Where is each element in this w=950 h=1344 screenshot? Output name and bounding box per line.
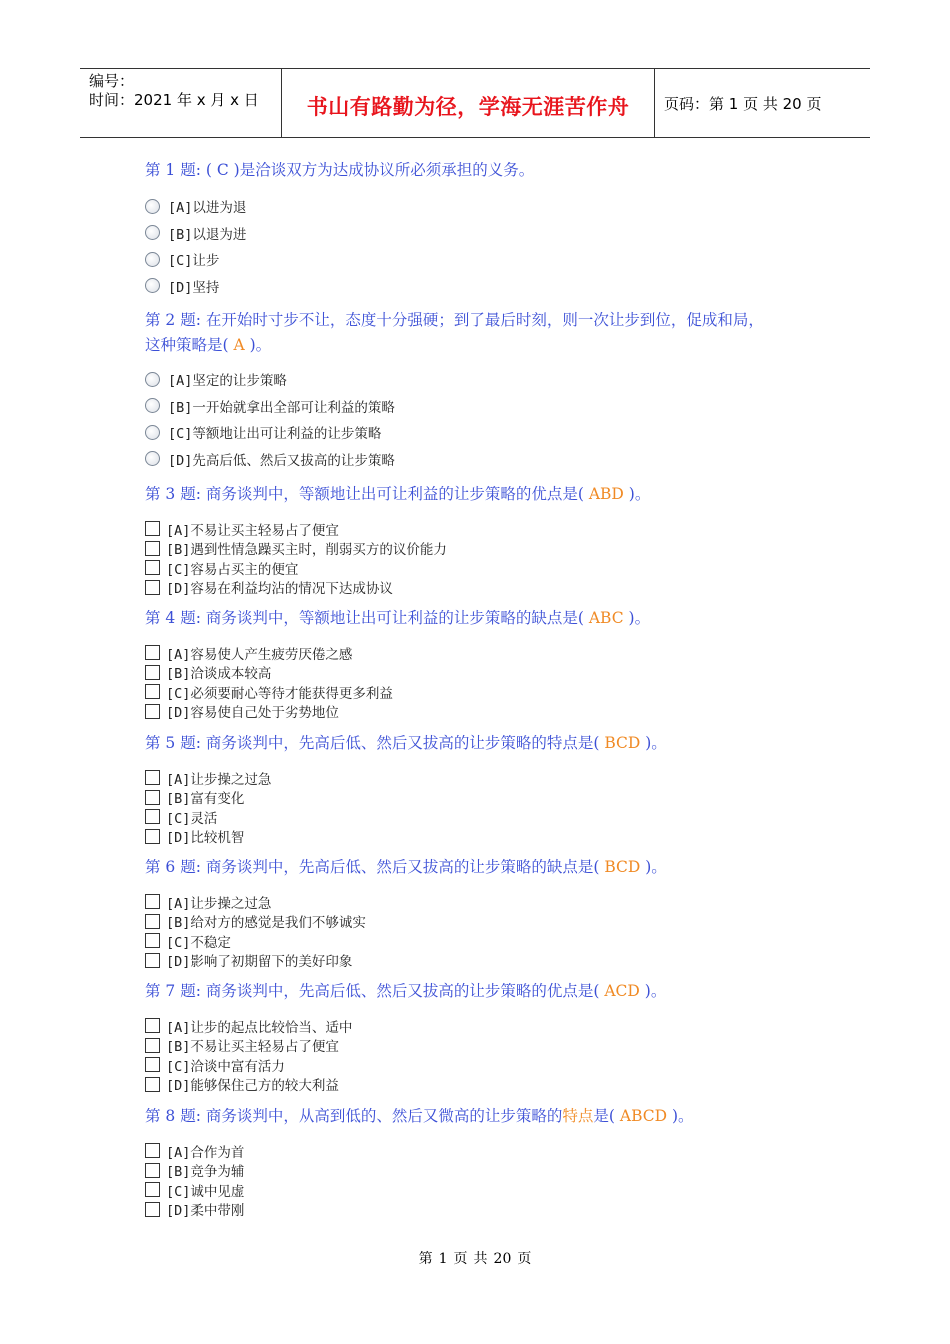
header-meta-cell: [80, 69, 282, 137]
question-mid: 是(: [593, 1107, 615, 1125]
option-a[interactable]: [145, 519, 845, 539]
question-text: [145, 855, 845, 880]
number-label: 编号：: [89, 72, 135, 90]
footer-page-number: 1: [438, 1251, 448, 1267]
question-prefix: 第 5 题: 商务谈判中，先高后低、然后又拔高的让步策略的特点是(: [145, 734, 600, 752]
question-text: [145, 158, 845, 183]
option-label: [C]诚中见虚: [166, 1183, 245, 1200]
option-label: [D]容易在利益均沾的情况下达成协议: [166, 581, 393, 598]
footer-total-unit: 页: [517, 1251, 532, 1267]
option-c[interactable]: [145, 1055, 845, 1075]
option-label: [A]让步的起点比较恰当、适中: [166, 1019, 353, 1036]
option-label: [C]容易占买主的便宜: [166, 561, 299, 578]
option-c[interactable]: [145, 807, 845, 827]
question-answer: BCD: [599, 858, 646, 876]
option-label: [D]容易使自己处于劣势地位: [166, 705, 339, 722]
checkbox[interactable]: [145, 1182, 160, 1197]
question-suffix: 是洽谈双方为达成协议所必须承担的义务。: [239, 161, 535, 179]
radio-button[interactable]: [145, 425, 160, 440]
checkbox[interactable]: [145, 1077, 160, 1092]
question-5: [145, 731, 845, 846]
option-label: [B]以退为进: [168, 226, 247, 243]
checkbox[interactable]: [145, 1057, 160, 1072]
question-line-2: [145, 333, 845, 358]
option-label: [A]以进为退: [168, 200, 247, 217]
radio-button[interactable]: [145, 398, 160, 413]
option-c[interactable]: [145, 246, 845, 273]
option-label: [A]让步操之过急: [166, 895, 272, 912]
footer-page-word: 第: [418, 1251, 433, 1267]
option-d[interactable]: [145, 1200, 845, 1220]
option-b[interactable]: [145, 1036, 845, 1056]
question-answer: ( C ): [205, 161, 240, 179]
option-c[interactable]: [145, 419, 845, 446]
checkbox[interactable]: [145, 1018, 160, 1033]
option-b[interactable]: [145, 788, 845, 808]
option-c[interactable]: [145, 931, 845, 951]
option-a[interactable]: [145, 1016, 845, 1036]
option-label: [B]洽谈成本较高: [166, 666, 272, 683]
option-d[interactable]: [145, 702, 845, 722]
question-answer: ABD: [583, 485, 629, 503]
radio-button[interactable]: [145, 225, 160, 240]
option-label: [D]比较机智: [166, 830, 245, 847]
checkbox[interactable]: [145, 933, 160, 948]
checkbox[interactable]: [145, 645, 160, 660]
page-footer: [0, 1248, 950, 1268]
question-prefix: 第 3 题: 商务谈判中，等额地让出可让利益的让步策略的优点是(: [145, 485, 584, 503]
options-list: [145, 643, 845, 721]
option-label: [B]竞争为辅: [166, 1164, 245, 1181]
option-label: [B]一开始就拿出全部可让利益的策略: [168, 399, 395, 416]
options-list: [145, 1016, 845, 1094]
option-label: [A]不易让买主轻易占了便宜: [166, 522, 339, 539]
radio-button[interactable]: [145, 372, 160, 387]
question-answer: ABCD: [614, 1107, 672, 1125]
checkbox[interactable]: [145, 953, 160, 968]
option-b[interactable]: [145, 1161, 845, 1181]
checkbox[interactable]: [145, 1163, 160, 1178]
radio-button[interactable]: [145, 451, 160, 466]
question-prefix: 第 7 题: 商务谈判中，先高后低、然后又拔高的让步策略的优点是(: [145, 982, 600, 1000]
checkbox[interactable]: [145, 894, 160, 909]
question-suffix: )。: [628, 609, 651, 627]
question-4: [145, 606, 845, 721]
option-label: [A]坚定的让步策略: [168, 373, 287, 390]
option-label: [C]灵活: [166, 810, 218, 827]
question-suffix: )。: [645, 734, 667, 752]
option-d[interactable]: [145, 446, 845, 473]
option-d[interactable]: [145, 273, 845, 300]
page-info: 页码：第 1 页 共 20 页: [664, 95, 822, 113]
checkbox[interactable]: [145, 790, 160, 805]
option-label: [D]影响了初期留下的美好印象: [166, 954, 353, 971]
question-prefix: 第 1 题:: [145, 161, 206, 179]
option-a[interactable]: [145, 366, 845, 393]
options-list: [145, 193, 845, 299]
checkbox[interactable]: [145, 560, 160, 575]
option-b[interactable]: [145, 393, 845, 420]
option-label: [D]先高后低、然后又拔高的让步策略: [168, 452, 395, 469]
option-a[interactable]: [145, 643, 845, 663]
checkbox[interactable]: [145, 914, 160, 929]
option-c[interactable]: [145, 682, 845, 702]
option-a[interactable]: [145, 768, 845, 788]
option-label: [C]必须要耐心等待才能获得更多利益: [166, 685, 393, 702]
checkbox[interactable]: [145, 684, 160, 699]
option-label: [B]给对方的感觉是我们不够诚实: [166, 915, 366, 932]
checkbox[interactable]: [145, 1143, 160, 1158]
option-a[interactable]: [145, 1141, 845, 1161]
option-label: [A]合作为首: [166, 1144, 245, 1161]
question-prefix: 第 6 题: 商务谈判中，先高后低、然后又拔高的让步策略的缺点是(: [145, 858, 600, 876]
option-label: [D]柔中带刚: [166, 1203, 245, 1220]
option-a[interactable]: [145, 892, 845, 912]
checkbox[interactable]: [145, 1202, 160, 1217]
options-list: [145, 366, 845, 472]
option-label: [C]让步: [168, 253, 220, 270]
footer-total-number: 20: [493, 1251, 512, 1267]
options-list: [145, 519, 845, 597]
checkbox[interactable]: [145, 770, 160, 785]
option-label: [B]不易让买主轻易占了便宜: [166, 1039, 339, 1056]
document-header: [80, 68, 870, 138]
footer-page-unit: 页: [453, 1251, 468, 1267]
motto-text: 书山有路勤为径，学海无涯苦作舟: [306, 95, 630, 119]
option-d[interactable]: [145, 951, 845, 971]
option-b[interactable]: [145, 663, 845, 683]
question-text: [145, 482, 845, 507]
checkbox[interactable]: [145, 521, 160, 536]
options-list: [145, 892, 845, 970]
header-page-cell: [655, 69, 870, 137]
question-answer: BCD: [599, 734, 646, 752]
option-label: [A]容易使人产生疲劳厌倦之感: [166, 646, 353, 663]
option-b[interactable]: [145, 220, 845, 247]
option-label: [D]能够保住己方的较大利益: [166, 1078, 339, 1095]
question-text: [145, 979, 845, 1004]
option-a[interactable]: [145, 193, 845, 220]
checkbox[interactable]: [145, 665, 160, 680]
option-label: [D]坚持: [168, 279, 220, 296]
question-suffix: )。: [644, 982, 667, 1000]
option-label: [C]洽谈中富有活力: [166, 1058, 285, 1075]
option-b[interactable]: [145, 539, 845, 559]
option-b[interactable]: [145, 912, 845, 932]
option-d[interactable]: [145, 827, 845, 847]
question-suffix: )。: [628, 485, 651, 503]
radio-button[interactable]: [145, 199, 160, 214]
checkbox[interactable]: [145, 704, 160, 719]
time-label: 时间：2021 年 x 月 x 日: [89, 91, 259, 109]
question-answer: ABC: [583, 609, 629, 627]
option-label: [B]遇到性情急躁买主时，削弱买方的议价能力: [166, 542, 447, 559]
question-8: [145, 1104, 845, 1219]
question-text: [145, 731, 845, 756]
checkbox[interactable]: [145, 809, 160, 824]
question-prefix: 这种策略是(: [145, 336, 229, 354]
question-suffix: )。: [249, 336, 272, 354]
option-d[interactable]: [145, 1075, 845, 1095]
question-text: [145, 606, 845, 631]
footer-total-word: 共: [473, 1251, 488, 1267]
question-6: [145, 855, 845, 970]
option-label: [A]让步操之过急: [166, 771, 272, 788]
checkbox[interactable]: [145, 829, 160, 844]
question-answer: A: [228, 336, 250, 354]
radio-button[interactable]: [145, 252, 160, 267]
question-prefix: 第 4 题: 商务谈判中，等额地让出可让利益的让步策略的缺点是(: [145, 609, 584, 627]
options-list: [145, 768, 845, 846]
question-text: [145, 1104, 845, 1129]
radio-button[interactable]: [145, 278, 160, 293]
option-label: [B]富有变化: [166, 791, 245, 808]
checkbox[interactable]: [145, 1038, 160, 1053]
options-list: [145, 1141, 845, 1219]
option-d[interactable]: [145, 578, 845, 598]
option-label: [C]不稳定: [166, 934, 231, 951]
question-answer: ACD: [599, 982, 645, 1000]
question-text: [145, 308, 845, 358]
question-highlight: 特点: [562, 1107, 594, 1125]
question-2: [145, 308, 845, 472]
checkbox[interactable]: [145, 580, 160, 595]
option-c[interactable]: [145, 1180, 845, 1200]
question-7: [145, 979, 845, 1094]
option-label: [C]等额地让出可让利益的让步策略: [168, 426, 382, 443]
question-suffix: )。: [671, 1107, 694, 1125]
question-1: [145, 158, 845, 299]
question-prefix: 第 8 题: 商务谈判中，从高到低的、然后又微高的让步策略的: [145, 1107, 563, 1125]
checkbox[interactable]: [145, 541, 160, 556]
header-motto-cell: [282, 69, 655, 137]
question-suffix: )。: [645, 858, 667, 876]
option-c[interactable]: [145, 558, 845, 578]
question-3: [145, 482, 845, 597]
question-line-1: 第 2 题: 在开始时寸步不让，态度十分强硬；到了最后时刻，则一次让步到位，促成和局，: [145, 311, 764, 329]
